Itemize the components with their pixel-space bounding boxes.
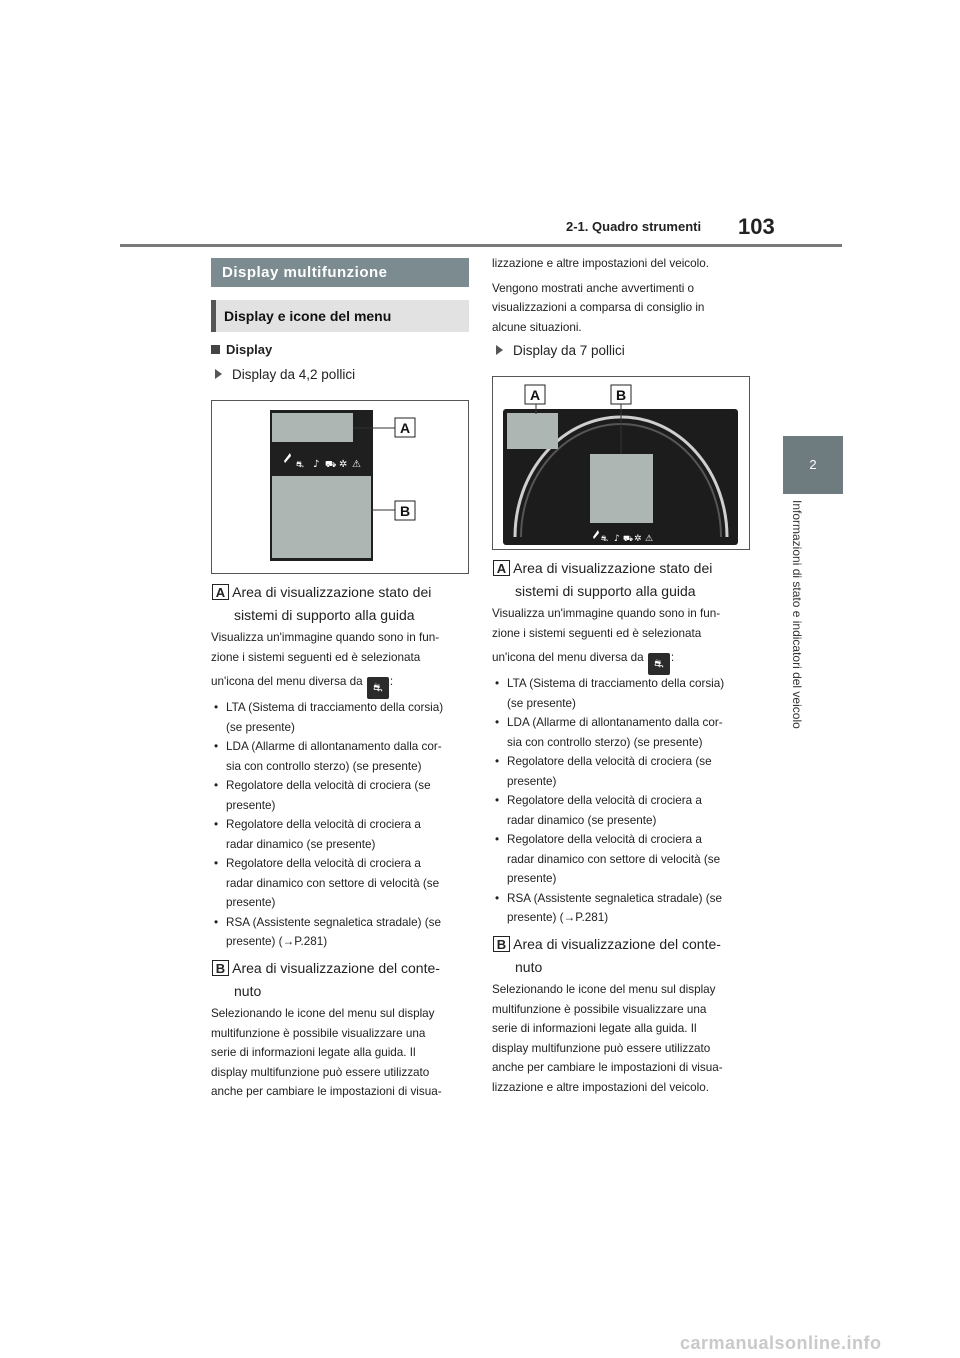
left-bullet-list xyxy=(211,698,473,952)
display-4-2-heading: Display da 4,2 pollici xyxy=(215,367,355,382)
lane-assist-icon: ⛐ xyxy=(601,534,608,543)
lane-assist-icon: ⛐ xyxy=(296,460,304,470)
list-item: • RSA (Assistente segnaletica stradale) (se presente) (→P.281) xyxy=(492,889,754,928)
label-a-title: A Area di visualizzazione stato dei sistemi di supporto alla guida xyxy=(212,581,472,627)
warning-icon: ⚠ xyxy=(352,459,361,470)
subsection-title: Display e icone del menu xyxy=(211,300,469,332)
section-title: Display multifunzione xyxy=(211,258,469,287)
music-note-icon: ♪ xyxy=(614,534,620,544)
list-item: • LTA (Sistema di tracciamento della corsia) (se presente) xyxy=(211,698,473,737)
square-bullet-icon xyxy=(211,345,220,354)
label-b-description: Selezionando le icone del menu sul display multifunzione è possibile visualizzare una serie di informazioni legate alla guida. Il display multifunzione può essere utilizzato anche per cambiare le impostazioni di visua- xyxy=(211,1007,442,1098)
music-note-icon: ♪ xyxy=(313,459,320,470)
area-b xyxy=(590,454,653,523)
list-item: • Regolatore della velocità di crociera a radar dinamico con settore di velocità (se presente) xyxy=(492,830,754,889)
list-item: • LDA (Allarme di allontanamento dalla cor- sia con controllo sterzo) (se presente) xyxy=(211,737,473,776)
badge-a: A xyxy=(493,560,510,576)
badge-a: A xyxy=(212,584,229,600)
area-b xyxy=(272,476,371,558)
triangle-bullet-icon xyxy=(496,345,503,355)
chapter-title-vertical xyxy=(757,500,837,760)
section-header: 2-1. Quadro strumenti xyxy=(566,219,702,234)
label-a-description: Visualizza un'immagine quando sono in fun- zione i sistemi seguenti ed è selezionata un'icona del menu diversa da ⛐ : xyxy=(211,628,473,699)
figure-4-2-illustration xyxy=(212,401,468,573)
figure-7-illustration xyxy=(493,377,749,549)
figure-display-4-2 xyxy=(211,400,469,574)
lane-assist-menu-icon: ⛐ xyxy=(367,677,389,699)
list-item: • Regolatore della velocità di crociera (se presente) xyxy=(492,752,754,791)
gear-icon: ✲ xyxy=(634,534,642,544)
label-b-description: Selezionando le icone del menu sul display multifunzione è possibile visualizzare una serie di informazioni legate alla guida. Il display multifunzione può essere utilizzato anche per cambiare le impostazioni di visua- lizzazione e altre impostazioni del veicolo. xyxy=(492,983,723,1094)
continued-paragraph: lizzazione e altre impostazioni del veicolo. Vengono mostrati anche avvertimenti o visualizzazioni a comparsa di consiglio in alcune situazioni. xyxy=(492,257,709,334)
car-info-icon: ⛟ xyxy=(325,460,337,470)
warning-icon: ⚠ xyxy=(645,534,654,544)
gear-icon: ✲ xyxy=(339,459,348,470)
label-b-title: B Area di visualizzazione del conte- nuto xyxy=(212,957,472,1003)
list-item: • Regolatore della velocità di crociera a radar dinamico (se presente) xyxy=(492,791,754,830)
car-info-icon: ⛟ xyxy=(623,534,634,543)
list-item: • Regolatore della velocità di crociera a radar dinamico (se presente) xyxy=(211,815,473,854)
triangle-bullet-icon xyxy=(215,369,222,379)
area-a xyxy=(507,413,558,449)
right-bullet-list xyxy=(492,674,754,928)
label-a-description: Visualizza un'immagine quando sono in fun- zione i sistemi seguenti ed è selezionata un'icona del menu diversa da ⛐ : xyxy=(492,604,754,675)
figure-display-7 xyxy=(492,376,750,550)
callout-a: A xyxy=(399,420,411,436)
list-item: • RSA (Assistente segnaletica stradale) (se presente) (→P.281) xyxy=(211,913,473,952)
callout-a: A xyxy=(529,387,541,403)
badge-b: B xyxy=(493,936,510,952)
list-item: • LDA (Allarme di allontanamento dalla cor- sia con controllo sterzo) (se presente) xyxy=(492,713,754,752)
area-a xyxy=(272,413,353,442)
list-item: • LTA (Sistema di tracciamento della corsia) (se presente) xyxy=(492,674,754,713)
label-a-title: A Area di visualizzazione stato dei sistemi di supporto alla guida xyxy=(493,557,753,603)
list-item: • Regolatore della velocità di crociera (se presente) xyxy=(211,776,473,815)
page-number: 103 xyxy=(738,214,775,239)
display-heading: Display xyxy=(211,342,272,357)
callout-b: B xyxy=(399,503,411,519)
badge-b: B xyxy=(212,960,229,976)
chapter-title: Informazioni di stato e indicatori del veicolo xyxy=(790,500,804,729)
label-b-title: B Area di visualizzazione del conte- nuto xyxy=(493,933,753,979)
chapter-tab: 2 xyxy=(783,436,843,494)
header-rule xyxy=(120,244,842,247)
lane-assist-menu-icon: ⛐ xyxy=(648,653,670,675)
callout-b: B xyxy=(615,387,627,403)
display-7-heading: Display da 7 pollici xyxy=(496,343,625,358)
watermark: carmanualsonline.info xyxy=(680,1333,882,1353)
list-item: • Regolatore della velocità di crociera a radar dinamico con settore di velocità (se presente) xyxy=(211,854,473,913)
